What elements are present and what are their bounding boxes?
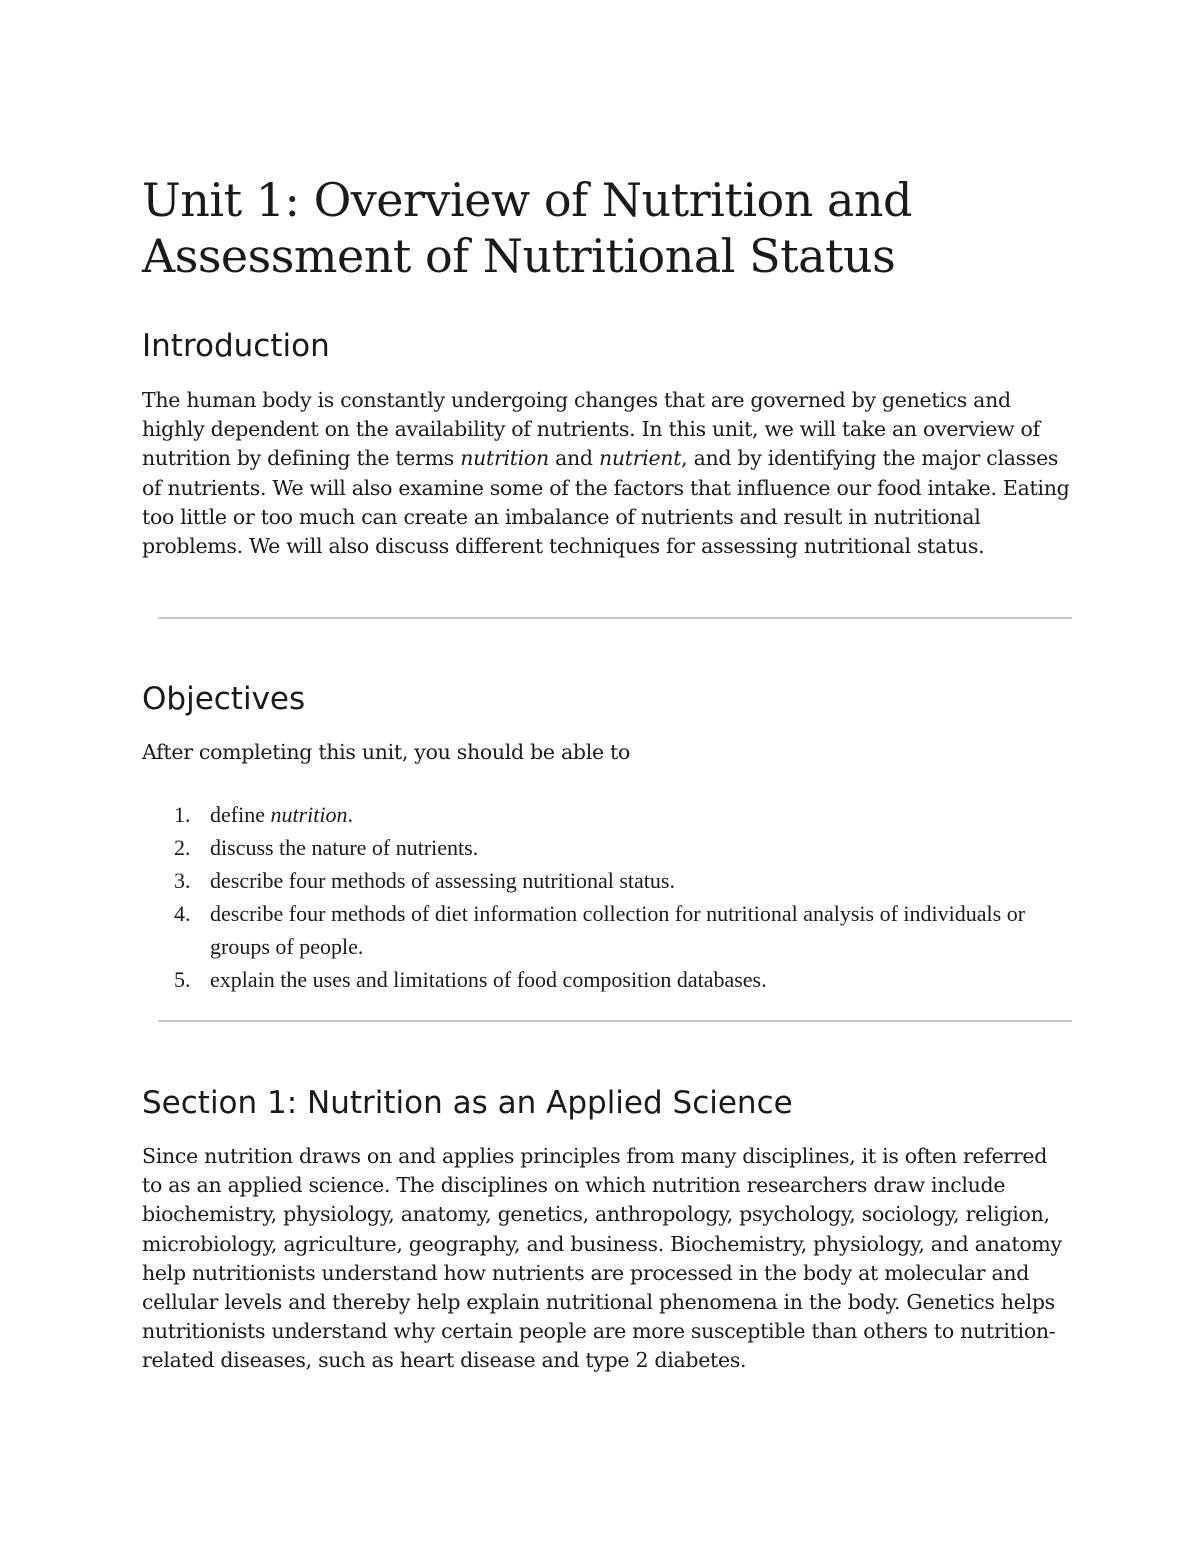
objective-text: define	[210, 802, 271, 827]
term-nutrition: nutrition	[460, 446, 549, 471]
intro-text-part: , and by identifying the major classes of nutrients. We will also examine some of the factors that influence our food intake. Eating too little or too much can create an imbalance of nutrients and result in nutritional problems. We will also discuss different techniques for assessing nutritional status.	[142, 446, 1070, 559]
term-nutrient: nutrient	[598, 446, 682, 471]
objectives-list	[142, 798, 1072, 996]
objective-item	[142, 897, 1072, 963]
introduction-heading: Introduction	[142, 328, 330, 364]
introduction-paragraph	[142, 386, 1072, 561]
section-divider	[158, 617, 1072, 619]
objective-text: describe four methods of diet information collection for nutritional analysis of individuals or groups of people.	[210, 901, 1026, 959]
objective-item	[142, 963, 1072, 996]
section1-paragraph: Since nutrition draws on and applies principles from many disciplines, it is often referred to as an applied science. The disciplines on which nutrition researchers draw include biochemistry, physiology, anatomy, genetics, anthropology, psychology, sociology, religion, microbiology, agriculture, geography, and business. Biochemistry, physiology, and anatomy help nutritionists understand how nutrients are processed in the body at molecular and cellular levels and thereby help explain nutritional phenomena in the body. Genetics helps nutritionists understand why certain people are more susceptible than others to nutrition-related diseases, such as heart disease and type 2 diabetes.	[142, 1144, 1062, 1373]
objective-term: nutrition	[270, 802, 348, 827]
objectives-heading: Objectives	[142, 681, 306, 717]
objective-number: 1.	[174, 802, 191, 827]
objective-number: 3.	[174, 868, 191, 893]
objective-item	[142, 831, 1072, 864]
objective-number: 5.	[174, 967, 191, 992]
objectives-lead: After completing this unit, you should be able to	[142, 740, 631, 764]
objective-text-end: .	[347, 802, 353, 827]
intro-text-part: The human body is constantly undergoing changes that are governed by genetics and highly dependent on the availability of nutrients. In this unit, we will take an overview of nutrition by defining the terms	[142, 388, 1040, 471]
intro-text-part: and	[548, 446, 599, 471]
objective-item	[142, 864, 1072, 897]
section1-heading: Section 1: Nutrition as an Applied Science	[142, 1085, 793, 1121]
objective-number: 2.	[174, 835, 191, 860]
page-title: Unit 1: Overview of Nutrition and Assessment of Nutritional Status	[142, 173, 912, 283]
objective-item	[142, 798, 1072, 831]
section-divider	[158, 1020, 1072, 1022]
objective-text: describe four methods of assessing nutritional status.	[210, 868, 675, 893]
objective-number: 4.	[174, 901, 191, 926]
objective-text: discuss the nature of nutrients.	[210, 835, 479, 860]
objective-text: explain the uses and limitations of food composition databases.	[210, 967, 767, 992]
